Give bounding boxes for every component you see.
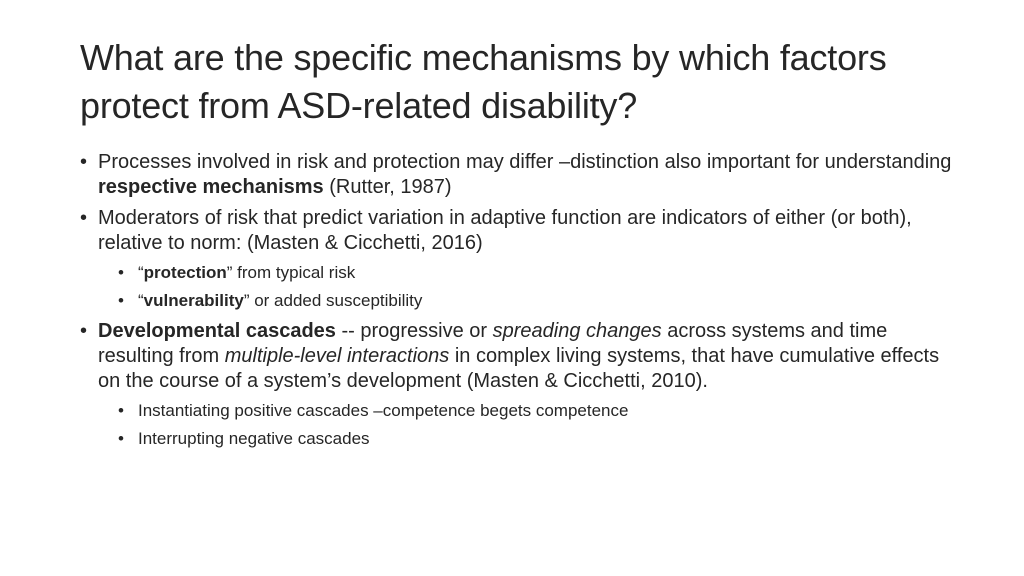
sub-item-vulnerability [118, 288, 964, 313]
sub-list-cascades [98, 398, 964, 451]
bullet-item-moderators [80, 206, 964, 313]
sub1-bold: protection [143, 263, 227, 282]
bullet3-text-3: in complex living systems, that have cumulative effects on the course of a system’s development (Masten & Cicchetti, 2010). [98, 345, 940, 392]
bullet-list [80, 150, 964, 451]
bullet-item-cascades [80, 319, 964, 451]
bullet3-italic-2: multiple-level interactions [224, 345, 450, 367]
bullet3-italic-1: spreading changes [492, 320, 662, 342]
sub-item-protection [118, 260, 964, 285]
bullet3-text-2: across systems and time resulting from [98, 320, 888, 367]
sub1-rest: ” from typical risk [226, 263, 356, 282]
sub-item-negative-cascades: • Interrupting negative cascades [118, 426, 964, 451]
bullet3-text-1: -- progressive or [335, 320, 493, 342]
sub1-open-quote: “ [138, 263, 144, 282]
bullet1-text-2: (Rutter, 1987) [323, 176, 452, 198]
sub-list-moderators [98, 260, 964, 313]
bullet1-text-1: Processes involved in risk and protection may differ –distinction also important for understanding [98, 151, 952, 173]
sub2-open-quote: “ [138, 291, 144, 310]
bullet1-bold: respective mechanisms [98, 176, 324, 198]
bullet3-bold: Developmental cascades [98, 320, 336, 342]
sub2-bold: vulnerability [143, 291, 244, 310]
sub2-rest: ” or added susceptibility [243, 291, 423, 310]
sub-item-positive-cascades: • Instantiating positive cascades –competence begets competence [118, 398, 964, 423]
bullet2-text: Moderators of risk that predict variation in adaptive function are indicators of either (or both), relative to norm: (Masten & Cicchetti, 2016) [98, 207, 912, 254]
bullet-item-processes [80, 150, 964, 200]
slide-title: What are the specific mechanisms by which factors protect from ASD-related disability? [80, 37, 887, 126]
